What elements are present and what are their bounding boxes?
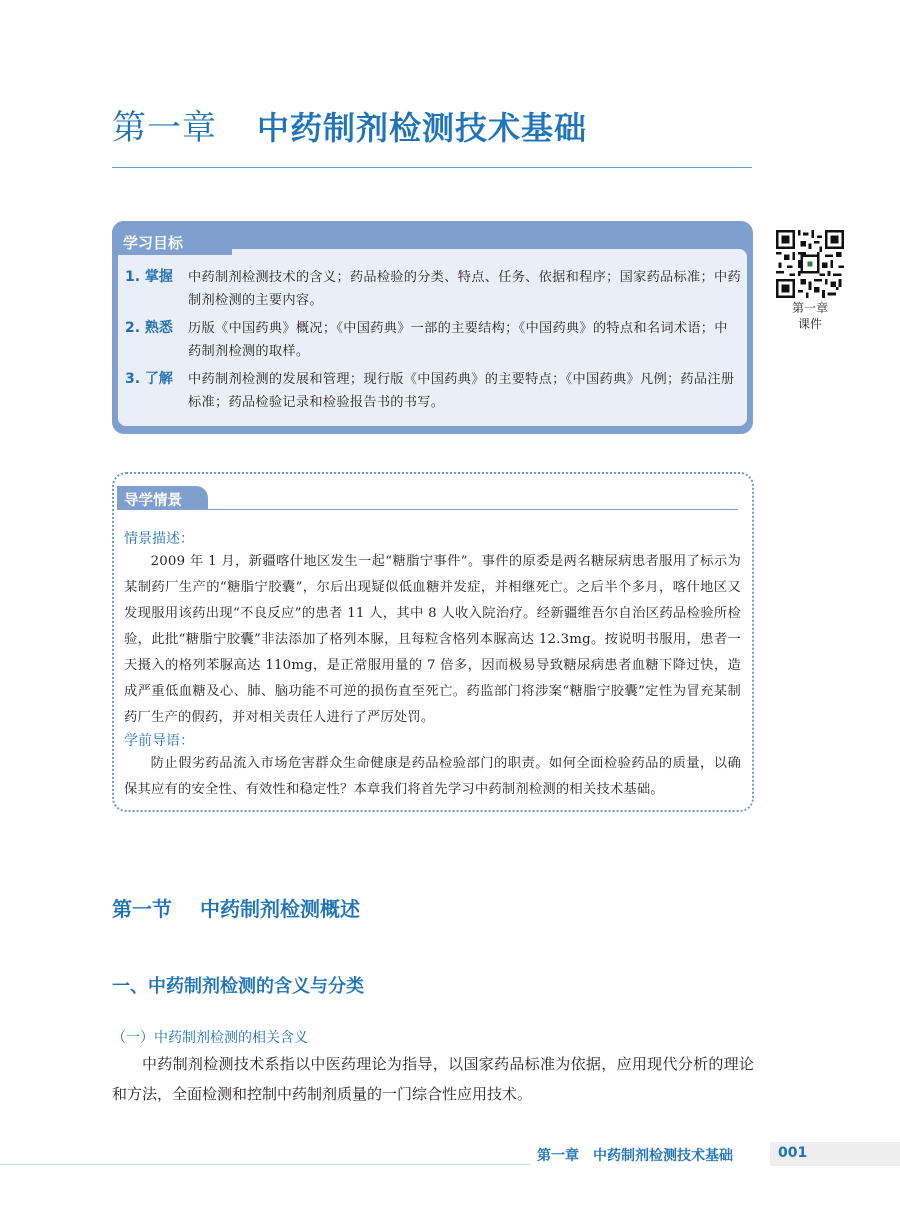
objective-item xyxy=(125,266,741,312)
objective-item xyxy=(125,368,741,414)
section-title: 中药制剂检测概述 xyxy=(200,897,360,921)
objective-text: 历版《中国药典》概况；《中国药典》一部的主要结构；《中国药典》的特点和名词术语；中药制剂检测的取样。 xyxy=(188,321,728,359)
objective-text: 中药制剂检测的发展和管理；现行版《中国药典》的主要特点；《中国药典》凡例；药品注册标准；药品检验记录和检验报告书的书写。 xyxy=(188,372,735,410)
objective-item xyxy=(125,317,741,363)
objective-label: 2. 熟悉 xyxy=(125,320,173,336)
section-heading xyxy=(112,893,360,922)
scenario-guide-text: 防止假劣药品流入市场危害群众生命健康是药品检验部门的职责。如何全面检验药品的质量，以确保其应有的安全性、有效性和稳定性？本章我们将首先学习中药制剂检测的相关技术基础。 xyxy=(124,756,741,797)
section-number: 第一节 xyxy=(112,897,172,921)
objective-text: 中药制剂检测技术的含义；药品检验的分类、特点、任务、依据和程序；国家药品标准；中药制剂检测的主要内容。 xyxy=(188,270,741,308)
qr-caption-line: 课件 xyxy=(797,317,822,331)
qr-caption xyxy=(776,300,844,332)
scenario-title: 导学情景 xyxy=(124,493,182,509)
scenario-divider xyxy=(208,509,738,510)
scenario-guide-heading: 学前导语： xyxy=(124,733,194,749)
qr-code-icon[interactable] xyxy=(776,230,844,298)
qr-caption-line: 第一章 xyxy=(791,301,828,315)
subsubsection-heading: （一）中药制剂检测的相关含义 xyxy=(112,1030,308,1046)
chapter-number: 第一章 xyxy=(112,108,217,148)
subsection-heading: 一、中药制剂检测的含义与分类 xyxy=(112,976,364,997)
chapter-title: 中药制剂检测技术基础 xyxy=(257,109,588,147)
scenario-description-heading: 情景描述： xyxy=(124,531,194,547)
page-number: 001 xyxy=(778,1145,808,1161)
scenario-description-text: 2009 年 1 月，新疆喀什地区发生一起“糖脂宁事件”。事件的原委是两名糖尿病患者服用了标示为某制药厂生产的“糖脂宁胶囊”，尔后出现疑似低血糖并发症，并相继死亡。之后半个多月，喀什地区又发现服用该药出现“不良反应”的患者 11 人，其中 8 人收入院治疗。经新疆维吾尔自治区药品检验所检验，此批“糖脂宁胶囊”非法添加了格列本脲，且每粒含格列本脲高达 12.3mg。按说明书服用，患者一天摄入的格列苯脲高达 110mg，是正常服用量的 7 倍多，因而极易导致糖尿病患者血糖下降过快，造成严重低血糖及心、肺、脑功能不可逆的损伤直至死亡。药监部门将涉案“糖脂宁胶囊”定性为冒充某制药厂生产的假药，并对相关责任人进行了严厉处罚。 xyxy=(124,554,741,725)
learning-objectives-title: 学习目标 xyxy=(123,234,184,252)
objective-label: 1. 掌握 xyxy=(125,269,173,285)
chapter-divider xyxy=(112,167,752,168)
objective-label: 3. 了解 xyxy=(125,371,173,387)
body-paragraph: 中药制剂检测技术系指以中医药理论为指导，以国家药品标准为依据，应用现代分析的理论和方法，全面检测和控制中药制剂质量的一门综合性应用技术。 xyxy=(112,1055,754,1103)
running-footer-title: 第一章 中药制剂检测技术基础 xyxy=(537,1148,733,1164)
chapter-heading xyxy=(112,100,587,150)
footer-divider xyxy=(0,1164,530,1165)
